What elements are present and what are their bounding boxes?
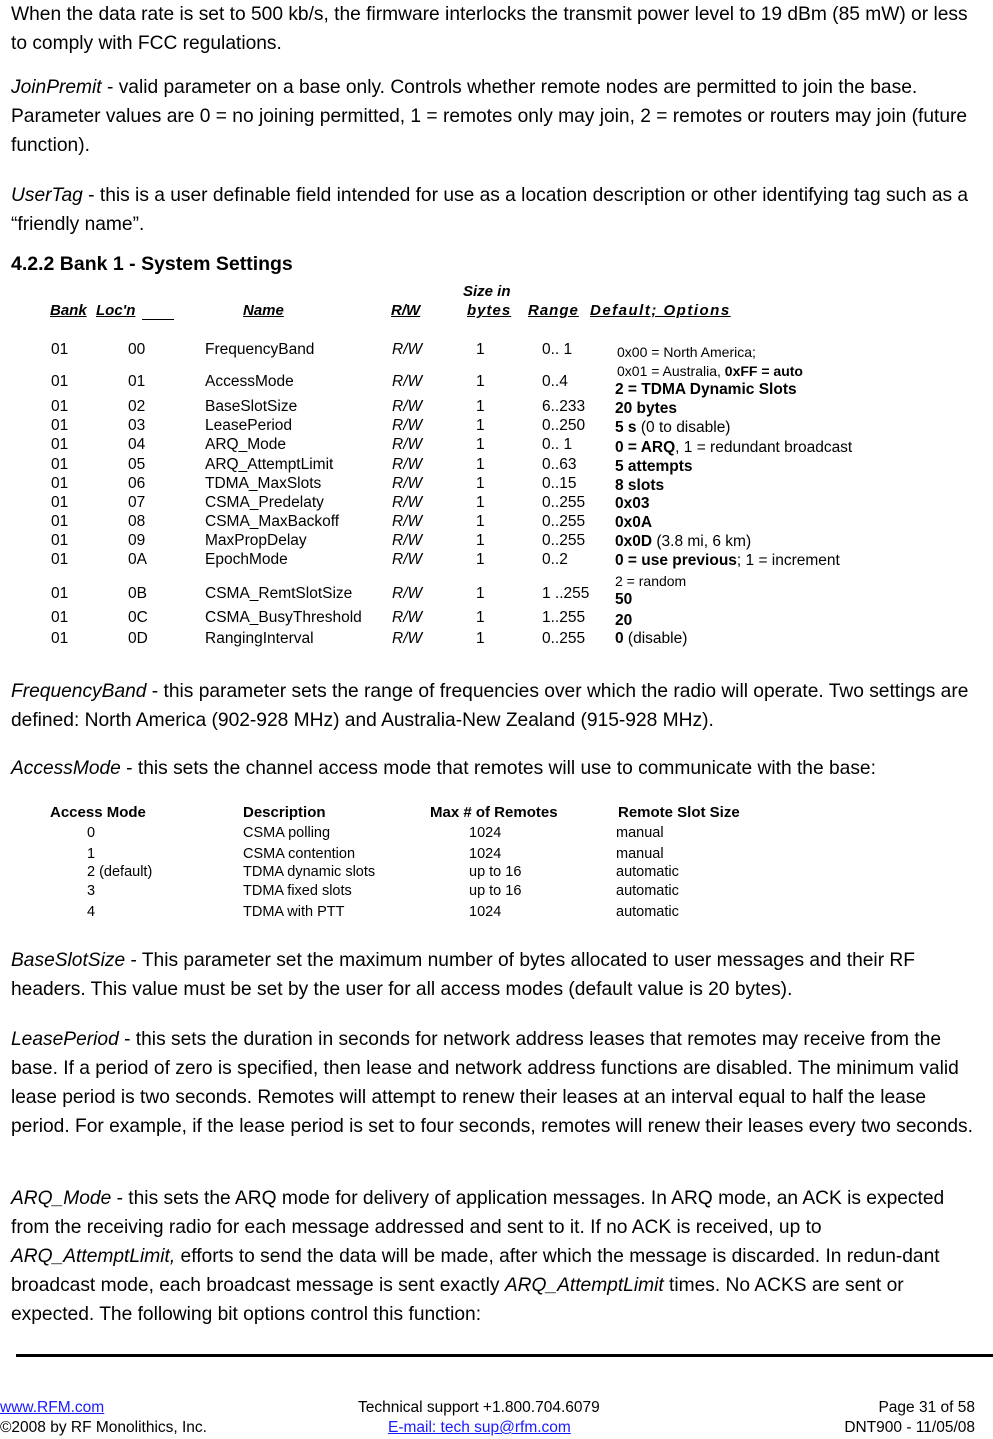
access-cell-mode: 1 [87,846,96,862]
footer-website-link[interactable]: www.RFM.com [0,1399,105,1416]
option-text: 0x03 [615,495,650,512]
cell-location: 07 [128,494,146,511]
section-heading: 4.2.2 Bank 1 - System Settings [11,253,293,275]
term-joinpremit: JoinPremit [11,77,102,98]
cell-bytes: 1 [476,398,485,415]
cell-name: MaxPropDelay [205,532,307,549]
cell-location: 03 [128,417,146,434]
cell-rw: R/W [392,585,423,602]
access-header-description: Description [243,804,326,821]
cell-range: 0..2 [542,551,568,568]
paragraph-data-rate: When the data rate is set to 500 kb/s, the firmware interlocks the transmit power level to 19 dBm (85 mW) or less to comply with FCC regulations. [11,4,968,54]
access-cell-slot-size: automatic [616,904,679,920]
cell-name: CSMA_MaxBackoff [205,513,340,530]
access-cell-description: TDMA fixed slots [243,883,352,899]
cell-bank: 01 [51,456,69,473]
option-text: 20 [615,612,633,629]
cell-bank: 01 [51,373,69,390]
header-bank: Bank [50,302,87,319]
header-locn-underline [142,302,174,320]
cell-name: EpochMode [205,551,288,568]
cell-bytes: 1 [476,585,485,602]
header-bytes: bytes [467,302,512,319]
cell-rw: R/W [392,551,423,568]
access-cell-slot-size: manual [616,825,664,841]
option-text: 0 (disable) [615,630,688,647]
option-text: 8 slots [615,477,665,494]
footer-doc-id: DNT900 - 11/05/08 [844,1419,975,1436]
access-cell-slot-size: manual [616,846,664,862]
cell-name: FrequencyBand [205,341,315,358]
cell-location: 0A [128,551,147,568]
cell-bytes: 1 [476,532,485,549]
cell-rw: R/W [392,609,423,626]
cell-range: 0..15 [542,475,577,492]
paragraph-usertag: UserTag - this is a user definable field intended for use as a location description or other identifying tag such as a “friendly name”. [11,185,969,235]
access-cell-description: CSMA contention [243,846,356,862]
cell-bytes: 1 [476,373,485,390]
header-rw: R/W [391,302,421,319]
cell-bank: 01 [51,551,69,568]
footer-page-number: Page 31 of 58 [878,1399,975,1416]
cell-location: 08 [128,513,146,530]
paragraph-arq-mode: ARQ_Mode - this sets the ARQ mode for delivery of application messages. In ARQ mode, an ACK is expected from the receiving radio for each message addressed and sent to it. If no ACK is received, up to ARQ_AttemptLimit, efforts to send the data will be made, after which the message is discarded. In redun-dant broadcast mode, each broadcast message is sent exactly ARQ_AttemptLimit times. No ACKS are sent or expected. The following bit options control this function: [11,1188,945,1325]
option-text: 5 attempts [615,458,693,475]
option-text: 0 = use previous; 1 = increment [615,552,840,569]
paragraph-frequencyband: FrequencyBand - this parameter sets the range of frequencies over which the radio will operate. Two settings are defined: North America (902-928 MHz) and Australia-New Zealand (915-928 MHz). [11,681,969,731]
cell-rw: R/W [392,456,423,473]
paragraph-baseslotsize: BaseSlotSize - This parameter set the maximum number of bytes allocated to user messages and their RF headers. This value must be set by the user for all access modes (default value is 20 bytes). [11,950,915,1000]
cell-range: 0..4 [542,373,568,390]
access-cell-max-remotes: 1024 [469,904,502,920]
cell-range: 0.. 1 [542,436,573,453]
option-text: 0x0A [615,514,653,531]
term-leaseperiod: LeasePeriod [11,1029,119,1050]
access-cell-max-remotes: up to 16 [469,864,522,880]
cell-name: CSMA_BusyThreshold [205,609,362,626]
cell-location: 0C [128,609,148,626]
term-frequencyband: FrequencyBand [11,681,147,702]
cell-name: LeasePeriod [205,417,293,434]
cell-location: 05 [128,456,146,473]
cell-bank: 01 [51,341,69,358]
term-accessmode: AccessMode [11,758,121,779]
term-baseslotsize: BaseSlotSize [11,950,126,971]
cell-bytes: 1 [476,436,485,453]
cell-bytes: 1 [476,475,485,492]
option-text: 0x01 = Australia, 0xFF = auto [617,363,803,379]
access-header-max-remotes: Max # of Remotes [430,804,558,821]
footer-rule [16,1354,993,1357]
access-cell-description: TDMA dynamic slots [243,864,376,880]
cell-bank: 01 [51,494,69,511]
cell-location: 02 [128,398,146,415]
cell-location: 04 [128,436,146,453]
cell-bank: 01 [51,609,69,626]
cell-name: TDMA_MaxSlots [205,475,322,492]
cell-location: 00 [128,341,146,358]
cell-location: 0D [128,630,148,647]
cell-bytes: 1 [476,630,485,647]
option-text: 0x0D (3.8 mi, 6 km) [615,533,752,550]
access-cell-mode: 2 (default) [87,864,153,880]
cell-bank: 01 [51,398,69,415]
cell-location: 01 [128,373,146,390]
footer-copyright: ©2008 by RF Monolithics, Inc. [0,1419,207,1436]
term-usertag: UserTag [11,185,83,206]
header-default-options: Default; Options [590,302,731,319]
cell-rw: R/W [392,373,423,390]
access-cell-max-remotes: 1024 [469,846,502,862]
paragraph-leaseperiod: LeasePeriod - this sets the duration in seconds for network address leases that remotes may receive from the base. If a period of zero is specified, then lease and network address functions are disabled. The minimum valid lease period is two seconds. Remotes will attempt to renew their leases at an interval equal to half the lease period. For example, if the lease period is set to four seconds, remotes will renew their leases every two seconds. [11,1029,973,1137]
cell-bank: 01 [51,417,69,434]
cell-name: ARQ_Mode [205,436,286,453]
cell-rw: R/W [392,494,423,511]
option-text: 0 = ARQ, 1 = redundant broadcast [615,439,853,456]
access-cell-mode: 3 [87,883,96,899]
option-text: 50 [615,591,633,608]
access-cell-slot-size: automatic [616,883,679,899]
header-locn: Loc'n [96,302,136,319]
cell-rw: R/W [392,417,423,434]
access-cell-description: TDMA with PTT [243,904,345,920]
cell-rw: R/W [392,630,423,647]
cell-bank: 01 [51,513,69,530]
cell-bytes: 1 [476,456,485,473]
access-cell-max-remotes: 1024 [469,825,502,841]
cell-range: 0..255 [542,630,586,647]
cell-range: 1..255 [542,609,586,626]
footer-email-link[interactable]: E-mail: tech sup@rfm.com [388,1419,571,1436]
footer-support: Technical support +1.800.704.6079 [358,1399,600,1416]
cell-location: 09 [128,532,146,549]
access-cell-mode: 4 [87,904,96,920]
option-text: 0x00 = North America; [617,344,756,360]
cell-range: 0..250 [542,417,586,434]
cell-name: RangingInterval [205,630,314,647]
cell-location: 06 [128,475,146,492]
cell-bytes: 1 [476,609,485,626]
cell-range: 0..255 [542,532,586,549]
cell-bytes: 1 [476,417,485,434]
cell-range: 0..255 [542,494,586,511]
cell-bytes: 1 [476,551,485,568]
cell-range: 1 ..255 [542,585,590,602]
cell-rw: R/W [392,532,423,549]
header-size-in: Size in [463,283,511,300]
cell-rw: R/W [392,341,423,358]
access-cell-slot-size: automatic [616,864,679,880]
cell-name: AccessMode [205,373,294,390]
access-header-slot-size: Remote Slot Size [618,804,740,821]
option-text: 20 bytes [615,400,678,417]
option-text: 5 s (0 to disable) [615,419,731,436]
access-cell-max-remotes: up to 16 [469,883,522,899]
cell-bank: 01 [51,630,69,647]
cell-bank: 01 [51,585,69,602]
cell-range: 0.. 1 [542,341,573,358]
option-text: 2 = TDMA Dynamic Slots [615,381,797,398]
cell-range: 0..63 [542,456,577,473]
cell-name: CSMA_Predelaty [205,494,324,511]
cell-bytes: 1 [476,341,485,358]
access-cell-description: CSMA polling [243,825,331,841]
cell-name: CSMA_RemtSlotSize [205,585,353,602]
header-name: Name [243,302,284,319]
term-arq-mode: ARQ_Mode [11,1188,112,1209]
cell-bytes: 1 [476,494,485,511]
cell-rw: R/W [392,513,423,530]
option-text: 2 = random [615,573,687,589]
cell-range: 0..255 [542,513,586,530]
paragraph-accessmode: AccessMode - this sets the channel access mode that remotes will use to communicate with the base: [11,758,876,779]
access-cell-mode: 0 [87,825,96,841]
cell-range: 6..233 [542,398,586,415]
cell-rw: R/W [392,436,423,453]
cell-name: BaseSlotSize [205,398,298,415]
cell-bank: 01 [51,475,69,492]
cell-bytes: 1 [476,513,485,530]
cell-rw: R/W [392,475,423,492]
access-header-mode: Access Mode [50,804,146,821]
paragraph-joinpremit: JoinPremit - valid parameter on a base only. Controls whether remote nodes are permitted to join the base. Parameter values are 0 = no joining permitted, 1 = remotes only may join, 2 = remotes or routers may join (future function). [11,77,968,156]
cell-name: ARQ_AttemptLimit [205,456,334,473]
cell-location: 0B [128,585,147,602]
header-range: Range [528,302,579,319]
cell-bank: 01 [51,532,69,549]
cell-bank: 01 [51,436,69,453]
cell-rw: R/W [392,398,423,415]
